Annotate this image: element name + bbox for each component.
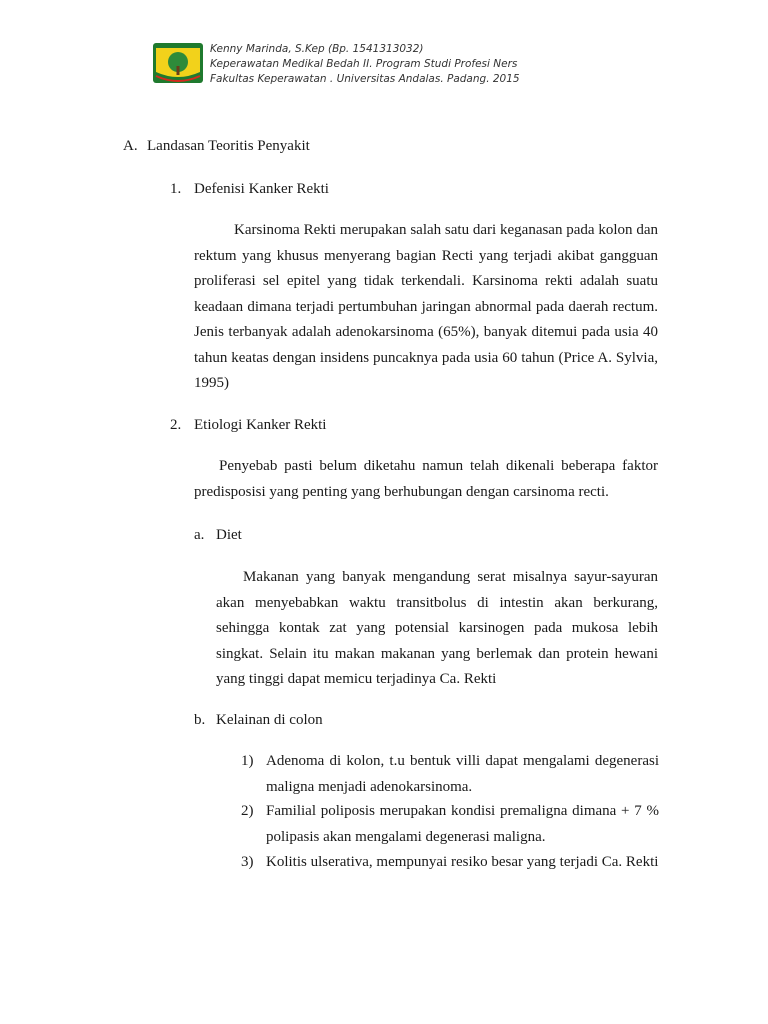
list-text: Kolitis ulserativa, mempunyai resiko besar yang terjadi Ca. Rekti bbox=[266, 854, 659, 870]
suba-title: Diet bbox=[216, 527, 242, 543]
subb-title: Kelainan di colon bbox=[216, 712, 323, 728]
header-program: Keperawatan Medikal Bedah II. Program Studi Profesi Ners bbox=[210, 58, 518, 70]
header-text bbox=[210, 42, 520, 87]
list-item bbox=[241, 749, 659, 801]
definition-paragraph: Karsinoma Rekti merupakan salah satu dari keganasan pada kolon dan rektum yang khusus menyerang bagian Recti yang terjadi akibat gangguan proliferasi sel epitel yang tidak terkendali. Karsinoma rekti adalah suatu keadaan dimana terjadi pertumbuhan jaringan abnormal pada daerah rectum. Jenis terbanyak adalah adenokarsinoma (65%), banyak ditemui pada usia 40 tahun keatas dengan insidens puncaknya pada usia 60 tahun (Price A. Sylvia, 1995) bbox=[194, 222, 658, 391]
list-item bbox=[241, 850, 659, 902]
section-a-title: Landasan Teoritis Penyakit bbox=[147, 138, 310, 154]
university-logo-icon bbox=[152, 42, 204, 84]
sub1-marker: 1. bbox=[170, 181, 182, 197]
list-text: Adenoma di kolon, t.u bentuk villi dapat mengalami degenerasi maligna menjadi adenokarsinoma. bbox=[266, 753, 659, 795]
list-item bbox=[241, 799, 659, 851]
subb-marker: b. bbox=[194, 712, 206, 728]
header-faculty: Fakultas Keperawatan . Universitas Andalas. Padang. 2015 bbox=[210, 73, 520, 85]
list-marker: 1) bbox=[241, 753, 254, 769]
page-header bbox=[152, 42, 572, 92]
suba-marker: a. bbox=[194, 527, 205, 543]
header-author: Kenny Marinda, S.Kep (Bp. 1541313032) bbox=[210, 43, 424, 55]
diet-paragraph: Makanan yang banyak mengandung serat misalnya sayur-sayuran akan menyebabkan waktu transitbolus di intestin akan berkurang, sehingga kontak zat yang potensial karsinogen pada mukosa lebih singkat. Selain itu makan makanan yang berlemak dan protein hewani yang tinggi dapat memicu terjadinya Ca. Rekti bbox=[216, 569, 658, 687]
list-text: Familial poliposis merupakan kondisi premaligna dimana + 7 % polipasis akan mengalami degenerasi maligna. bbox=[266, 803, 659, 845]
list-marker: 2) bbox=[241, 803, 254, 819]
sub1-title: Defenisi Kanker Rekti bbox=[194, 181, 329, 197]
etiology-paragraph: Penyebab pasti belum diketahu namun telah dikenali beberapa faktor predisposisi yang penting yang berhubungan dengan carsinoma recti. bbox=[194, 458, 658, 500]
sub2-title: Etiologi Kanker Rekti bbox=[194, 417, 327, 433]
section-a-marker: A. bbox=[123, 138, 138, 154]
sub2-marker: 2. bbox=[170, 417, 182, 433]
list-marker: 3) bbox=[241, 854, 254, 870]
